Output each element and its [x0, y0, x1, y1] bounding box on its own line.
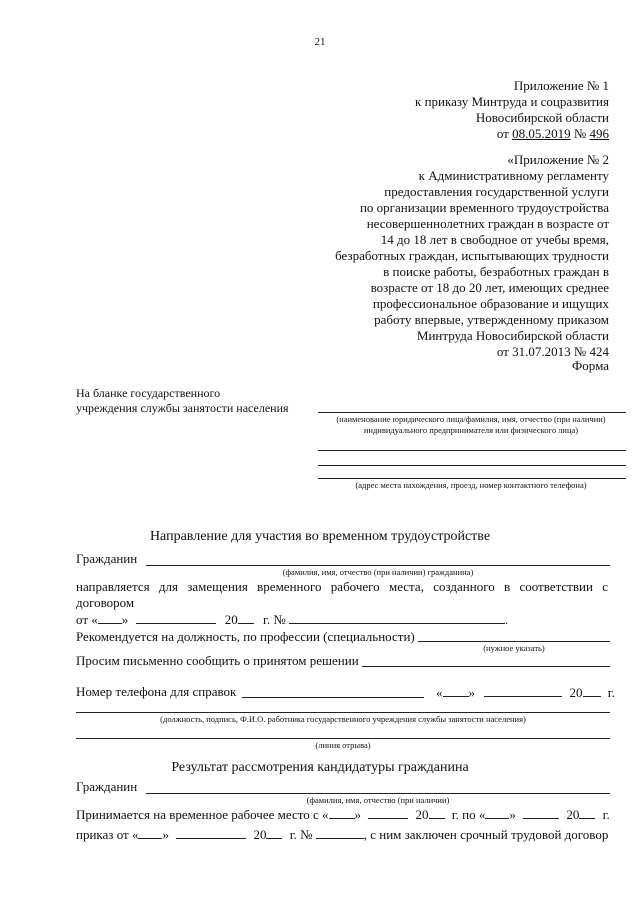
year-prefix: 20: [566, 807, 580, 822]
phone-month-field[interactable]: [484, 684, 562, 697]
addressee-caption: (наименование юридического лица/фамилия, имя, отчество (при наличии): [336, 414, 606, 424]
year-prefix: 20: [253, 827, 267, 842]
contract-number-field[interactable]: [289, 611, 505, 624]
appendix-2-line: к Административному регламенту: [418, 168, 609, 183]
end-year-field[interactable]: [579, 806, 595, 819]
appendix-2-line: предоставления государственной услуги: [384, 184, 609, 199]
address-caption: (адрес места нахождения, проезд, номер контактного телефона): [355, 480, 587, 490]
citizen-2-name-field[interactable]: [146, 793, 610, 794]
order-number: 496: [589, 126, 609, 141]
citizen-row: [76, 551, 137, 567]
appendix-2-line: несовершеннолетних граждан в возрасте от: [366, 216, 609, 231]
order-day-field[interactable]: [138, 826, 162, 839]
appendix-2-line: от 31.07.2013 № 424: [496, 344, 609, 359]
appendix-2-line: работу впервые, утвержденному приказом: [374, 312, 609, 327]
phone-year-field[interactable]: [583, 684, 601, 697]
appendix-2-line: «Приложение № 2: [507, 152, 609, 167]
citizen-name-field[interactable]: [146, 565, 610, 566]
appendix-1-line: к приказу Минтруда и соцразвития: [415, 94, 609, 109]
contract-month-field[interactable]: [136, 611, 216, 624]
addressee-name-line[interactable]: [318, 412, 626, 413]
citizen-2-row: [76, 779, 137, 795]
appendix-1-block: [415, 78, 609, 142]
accepted-text: Принимается на временное рабочее место с «: [76, 807, 329, 822]
from-label: от: [496, 126, 509, 141]
addressee-line[interactable]: [318, 450, 626, 451]
recommend-row: [76, 629, 415, 645]
directed-text: направляется для замещения временного рабочего места, созданного в соответствии с: [76, 579, 608, 594]
appendix-2-line: безработных граждан, испытывающих трудности: [335, 248, 609, 263]
recommend-caption: (нужное указать): [483, 643, 545, 653]
order-date: 08.05.2019: [512, 126, 571, 141]
recommend-label: Рекомендуется на должность, по профессии (специальности): [76, 629, 415, 644]
order-year-field[interactable]: [266, 826, 282, 839]
cut-caption: (линия отрыва): [315, 740, 371, 750]
contract-day-field[interactable]: [98, 611, 122, 624]
quote-close: »: [468, 685, 475, 700]
year-prefix: 20: [415, 807, 429, 822]
start-day-field[interactable]: [329, 806, 355, 819]
order-number-field[interactable]: [316, 826, 364, 839]
inform-row: [76, 653, 359, 669]
quote-close: »: [121, 612, 129, 627]
phone-row: [76, 684, 236, 700]
page-number: 21: [314, 36, 326, 48]
addressee-line[interactable]: [318, 465, 626, 466]
year-number-label: г. №: [289, 827, 313, 842]
form-label: Форма: [572, 358, 609, 373]
signature-line[interactable]: [76, 712, 610, 713]
number-label: №: [573, 126, 587, 141]
quote-open: от «: [76, 612, 98, 627]
accepted-row: [76, 806, 610, 823]
quote-close: »: [354, 807, 361, 822]
appendix-1-line: Приложение № 1: [513, 78, 609, 93]
section-1-title: Направление для участия во временном трудоустройстве: [149, 529, 491, 544]
phone-date-row: [436, 684, 615, 701]
phone-label: Номер телефона для справок: [76, 684, 237, 699]
position-field[interactable]: [418, 641, 610, 642]
quote-close: »: [162, 827, 169, 842]
contract-date-row: [76, 611, 508, 628]
appendix-2-line: в поиске работы, безработных граждан в: [383, 264, 609, 279]
appendix-2-block: [335, 152, 609, 360]
contract-tail: , с ним заключен срочный трудовой договор: [363, 827, 609, 842]
appendix-2-line: возрасте от 18 до 20 лет, имеющих среднее: [370, 280, 609, 295]
contract-year-field[interactable]: [238, 611, 254, 624]
end-day-field[interactable]: [485, 806, 509, 819]
appendix-2-line: Минтруда Новосибирской области: [416, 328, 609, 343]
letterhead-line: На бланке государственного: [76, 386, 221, 400]
to-label: г. по «: [451, 807, 486, 822]
year-label: г.: [607, 685, 615, 700]
end-month-field[interactable]: [523, 806, 559, 819]
period: .: [505, 612, 509, 627]
inform-label: Просим письменно сообщить о принятом решении: [76, 653, 359, 668]
contract-text: договором: [76, 595, 135, 610]
letterhead-line: учреждения службы занятости населения: [76, 401, 289, 415]
appendix-2-line: 14 до 18 лет в свободное от учебы время,: [380, 232, 609, 247]
signature-caption: (должность, подпись, Ф.И.О. работника государственного учреждения службы занятости населения): [160, 714, 526, 724]
phone-day-field[interactable]: [443, 684, 469, 697]
year-prefix: 20: [569, 685, 583, 700]
appendix-2-line: по организации временного трудоустройства: [359, 200, 609, 215]
cut-line: [76, 738, 610, 739]
order-label: приказ от «: [76, 827, 139, 842]
phone-field[interactable]: [242, 697, 424, 698]
citizen-label: Гражданин: [76, 551, 138, 566]
citizen-2-caption: (фамилия, имя, отчество (при наличии): [306, 795, 450, 805]
order-row: [76, 826, 608, 843]
addressee-address-line[interactable]: [318, 478, 626, 479]
appendix-1-line: Новосибирской области: [475, 110, 609, 125]
year-number-label: г. №: [263, 612, 286, 627]
quote-open: «: [436, 685, 443, 700]
quote-close: »: [509, 807, 516, 822]
start-month-field[interactable]: [368, 806, 408, 819]
addressee-caption: индивидуального предпринимателя или физического лица): [363, 425, 579, 435]
section-2-title: Результат рассмотрения кандидатуры гражданина: [171, 760, 469, 775]
year-prefix: 20: [224, 612, 238, 627]
year-label: г.: [602, 807, 610, 822]
start-year-field[interactable]: [429, 806, 445, 819]
appendix-1-order-line: [415, 126, 609, 142]
citizen-2-label: Гражданин: [76, 779, 138, 794]
decision-field[interactable]: [362, 666, 610, 667]
appendix-2-line: профессиональное образование и ищущих: [372, 296, 609, 311]
citizen-caption: (фамилия, имя, отчество (при наличии) гражданина): [282, 567, 474, 577]
order-month-field[interactable]: [176, 826, 246, 839]
